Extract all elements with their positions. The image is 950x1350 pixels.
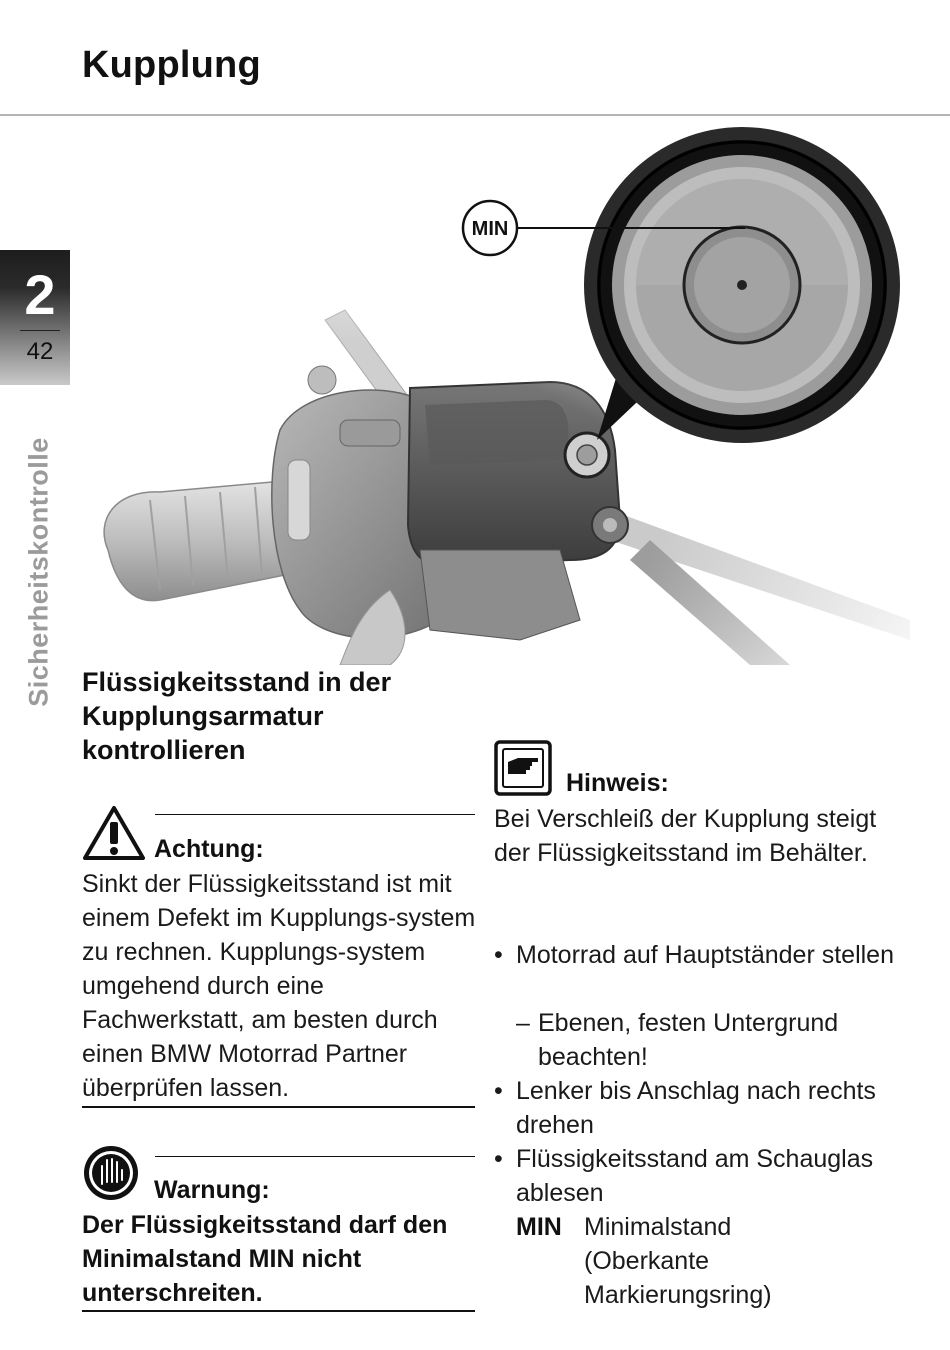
- note-text: Bei Verschleiß der Kupplung steigt der Flüssigkeitsstand im Behälter.: [494, 805, 877, 867]
- warning-top-rule: [155, 1156, 475, 1157]
- step-text: Lenker bis Anschlag nach rechts drehen: [516, 1077, 876, 1139]
- clutch-handlebar-illustration: [90, 120, 910, 665]
- caution-label: Achtung:: [154, 835, 264, 863]
- min-callout-label: MIN: [471, 218, 509, 240]
- note-label: Hinweis:: [566, 769, 669, 797]
- bullet-dot: •: [494, 1145, 503, 1173]
- chapter-side-title: Sicherheitskontrolle: [23, 437, 54, 707]
- legend-description: Minimalstand (Oberkante Markierungsring): [584, 1213, 772, 1309]
- page-number: 42: [26, 338, 54, 365]
- legend-key: MIN: [516, 1213, 562, 1241]
- step-item: [494, 1142, 896, 1210]
- header-divider: [0, 114, 950, 116]
- section-heading: Flüssigkeitsstand in der Kupplungsarmatur kontrollieren: [82, 667, 392, 765]
- page-title: Kupplung: [82, 44, 261, 86]
- bullet-dot: •: [494, 941, 503, 969]
- chapter-divider: [20, 330, 60, 331]
- bullet-dot: •: [494, 1077, 503, 1105]
- chapter-number: 2: [24, 263, 56, 326]
- caution-bottom-rule: [82, 1106, 475, 1108]
- step-text: Flüssigkeitsstand am Schauglas ablesen: [516, 1145, 874, 1207]
- step-text: Motorrad auf Hauptständer stellen: [516, 941, 894, 969]
- caution-triangle-icon: [82, 804, 146, 862]
- stop-hand-icon: [82, 1144, 140, 1202]
- warning-label: Warnung:: [154, 1176, 270, 1204]
- sub-step-text: Ebenen, festen Untergrund beachten!: [538, 1009, 839, 1071]
- note-pointing-hand-icon: [494, 740, 552, 796]
- sub-step-item: [516, 1006, 898, 1074]
- step-item: [494, 1074, 896, 1142]
- bullet-dash: –: [516, 1009, 530, 1037]
- warning-bottom-rule: [82, 1310, 475, 1312]
- step-item: [494, 938, 896, 972]
- caution-text: Sinkt der Flüssigkeitsstand ist mit einem Defekt im Kupplungs-system zu rechnen. Kupplungs-system umgehend durch eine Fachwerkstatt, am besten durch einen BMW Motorrad Partner überprüfen lassen.: [82, 870, 476, 1102]
- caution-top-rule: [155, 814, 475, 815]
- warning-text: Der Flüssigkeitsstand darf den Minimalstand MIN nicht unterschreiten.: [82, 1211, 448, 1307]
